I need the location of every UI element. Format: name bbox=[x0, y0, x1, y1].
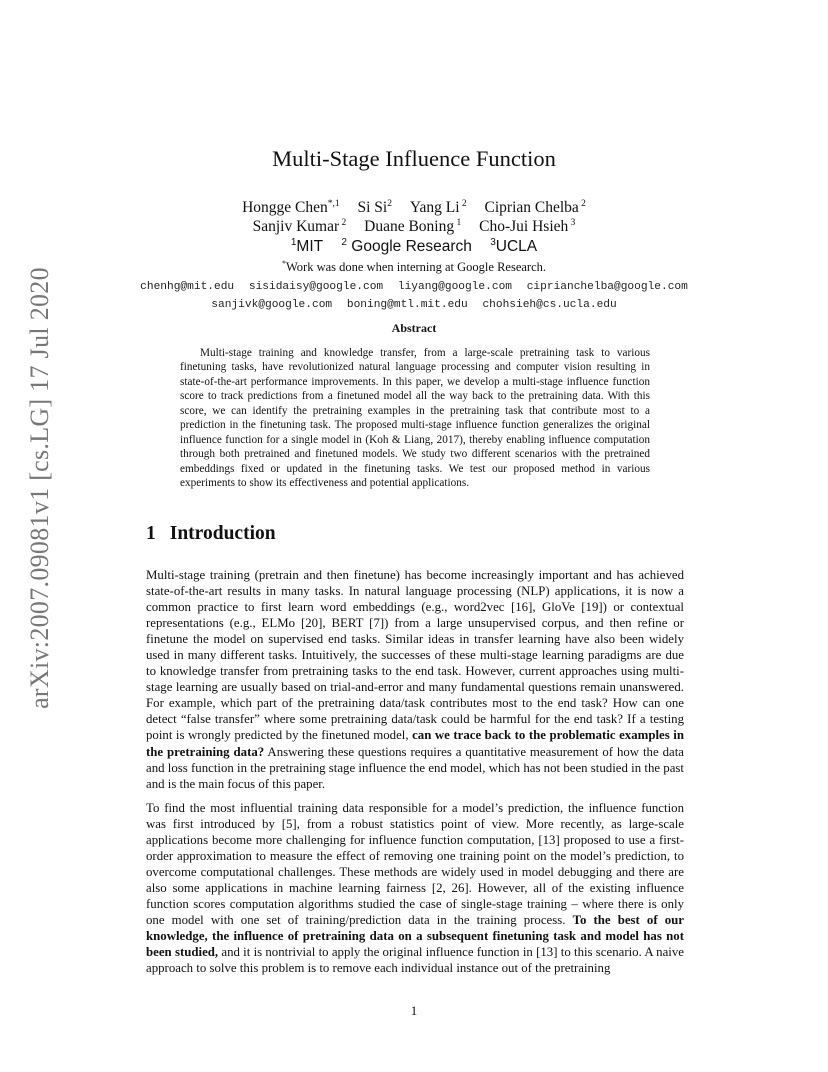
affiliations bbox=[0, 237, 828, 256]
abstract-heading: Abstract bbox=[391, 321, 437, 335]
author: Hongge Chen$^{*,1}$ bbox=[242, 199, 340, 217]
citation-link[interactable]: [13] bbox=[536, 945, 558, 960]
author: Sanjiv Kumar $^2$ bbox=[252, 218, 347, 236]
citation-link[interactable]: [2, 26] bbox=[431, 881, 469, 896]
affiliation: $^1$MIT bbox=[290, 237, 324, 256]
citation-link[interactable]: [19] bbox=[581, 600, 603, 615]
affiliation: $^3$UCLA bbox=[490, 237, 538, 256]
paper-title: Multi-Stage Influence Function bbox=[272, 146, 556, 171]
email: sanjivk@google.com bbox=[211, 299, 333, 311]
author-note: *Work was done when interning at Google Research. bbox=[281, 259, 547, 275]
authors-line-1 bbox=[0, 199, 828, 217]
citation-link[interactable]: [16] bbox=[510, 600, 533, 615]
email: chenhg@mit.edu bbox=[140, 281, 235, 293]
abstract-text: Multi-stage training and knowledge transfer, from a large-scale pretraining task to various finetuning tasks, have revolutionized natural language processing and computer vision resulting in state-of-the-art performance improvements. In this paper, we develop a multi-stage influence function score to track predictions from a finetuned model all the way back to the pretraining data. With this score, we can identify the pretraining examples in the pretraining task that contribute most to a prediction in the finetuning task. The proposed multi-stage influence function generalizes the original influence function for a single model in (Koh & Liang, 2017), thereby enabling influence computation through both pretrained and finetuned models. We study two different scenarios with the pretrained embeddings fixed or updated in the finetuning tasks. We test our proposed method in various experiments to show its effectiveness and potential applications. bbox=[180, 347, 650, 490]
citation-link[interactable]: [5] bbox=[281, 817, 297, 832]
bold-claim: To the best of our knowledge, the influence of pretraining data on a subsequent finetuning task and model has not been studied, bbox=[146, 913, 684, 960]
email: sisidaisy@google.com bbox=[248, 281, 384, 293]
emails-line-2 bbox=[0, 299, 828, 311]
author: Yang Li $^2$ bbox=[409, 199, 467, 217]
citation-link[interactable]: [7] bbox=[369, 616, 385, 631]
author: Ciprian Chelba $^2$ bbox=[484, 199, 586, 217]
author: Cho-Jui Hsieh $^3$ bbox=[479, 218, 576, 236]
intro-paragraph-2: To find the most influential training data responsible for a model’s prediction, the influence function was first introduced by [5], from a robust statistics point of view. More recently, as large-scale applications become more challenging for influence function computation, [13] proposed to use a first-order approximation to measure the effect of removing one training point on the model’s prediction, to overcome computational challenges. These methods are widely used in model debugging and there are also some applications in machine learning fairness [2, 26]. However, all of the existing influence function scores computation algorithms studied the case of single-stage training – where there is only one model with one set of training/prediction data in the training process. To the best of our knowledge, the influence of pretraining data on a subsequent finetuning task and model has not been studied, and it is nontrivial to apply the original influence function in [13] to this scenario. A naive approach to solve this problem is to remove each individual instance out of the pretraining bbox=[146, 801, 684, 976]
emails-line-1 bbox=[0, 281, 828, 293]
affiliation: $^2$ Google Research bbox=[341, 237, 472, 256]
section-heading bbox=[146, 523, 276, 545]
email: liyang@google.com bbox=[397, 281, 512, 293]
citation-link[interactable]: [20] bbox=[300, 616, 323, 631]
intro-paragraph-1: Multi-stage training (pretrain and then finetune) has become increasingly important and has achieved state-of-the-art results in many tasks. In natural language processing (NLP) applications, it is now a common practice to first learn word embeddings (e.g., word2vec [16], GloVe [19]) or contextual representations (e.g., ELMo [20], BERT [7]) from a large unsupervised corpus, and then refine or finetune the model on supervised end tasks. Similar ideas in transfer learning have also been widely used in many different tasks. Intuitively, the successes of these multi-stage learning paradigms are due to knowledge transfer from pretraining tasks to the end task. However, current approaches using multi-stage learning are usually based on trial-and-error and many fundamental questions remain unanswered. For example, which part of the pretraining data/task contributes most to the end task? How can one detect “false transfer” where some pretraining data/task could be harmful for the end task? If a testing point is wrongly predicted by the finetuned model, can we trace back to the problematic examples in the pretraining data? Answering these questions requires a quantitative measurement of how the data and loss function in the pretraining stage influence the end model, which has not been studied in the past and is the main focus of this paper. bbox=[146, 568, 684, 791]
page-number: 1 bbox=[410, 1003, 418, 1018]
author: Duane Boning $^1$ bbox=[364, 218, 462, 236]
email: cipri​anchelba@google.com bbox=[526, 281, 688, 293]
email: chohsieh@cs.ucla.edu bbox=[482, 299, 617, 311]
arxiv-side-stamp: arXiv:2007.09081v1 [cs.LG] 17 Jul 2020 bbox=[25, 267, 54, 709]
citation-link[interactable]: [13] bbox=[538, 833, 560, 848]
section-number: 1 bbox=[146, 523, 156, 544]
author: Si Si$^2$ bbox=[357, 199, 392, 217]
authors-line-2 bbox=[0, 218, 828, 236]
bold-question: can we trace back to the problematic examples in the pretraining data? bbox=[146, 728, 684, 759]
email: boning@mtl.mit.edu bbox=[346, 299, 468, 311]
section-title: Introduction bbox=[169, 523, 276, 544]
